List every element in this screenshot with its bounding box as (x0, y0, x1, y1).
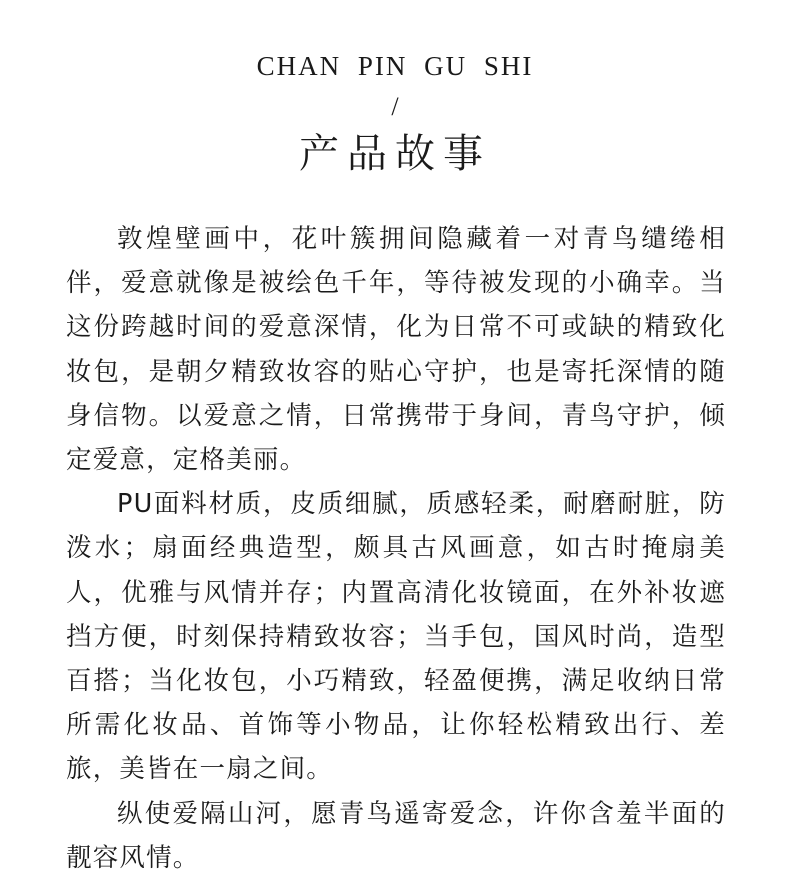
story-paragraph-3: 纵使爱隔山河，愿青鸟遥寄爱念，许你含羞半面的靓容风情。 (66, 798, 726, 873)
story-paragraph-2: PU面料材质，皮质细腻，质感轻柔，耐磨耐脏，防泼水；扇面经典造型，颇具古风画意，如古时掩扇美人，优雅与风情并存；内置高清化妆镜面，在外补妆遮挡方便，时刻保持精致妆容；当手包，国风时尚，造型百搭；当化妆包，小巧精致，轻盈便携，满足收纳日常所需化妆品、首饰等小物品，让你轻松精致出行、差旅，美皆在一扇之间。 (66, 489, 726, 785)
section-subtitle: CHAN PIN GU SHI (256, 51, 534, 81)
page-title: 产品故事 (299, 131, 491, 177)
divider-slash: / (391, 92, 399, 121)
story-text (66, 217, 726, 880)
story-paragraph-1: 敦煌壁画中，花叶簇拥间隐藏着一对青鸟缱绻相伴，爱意就像是被绘色千年，等待被发现的小确幸。当这份跨越时间的爱意深情，化为日常不可或缺的精致化妆包，是朝夕精致妆容的贴心守护，也是寄托深情的随身信物。以爱意之情，日常携带于身间，青鸟守护，倾定爱意，定格美丽。 (66, 224, 726, 476)
